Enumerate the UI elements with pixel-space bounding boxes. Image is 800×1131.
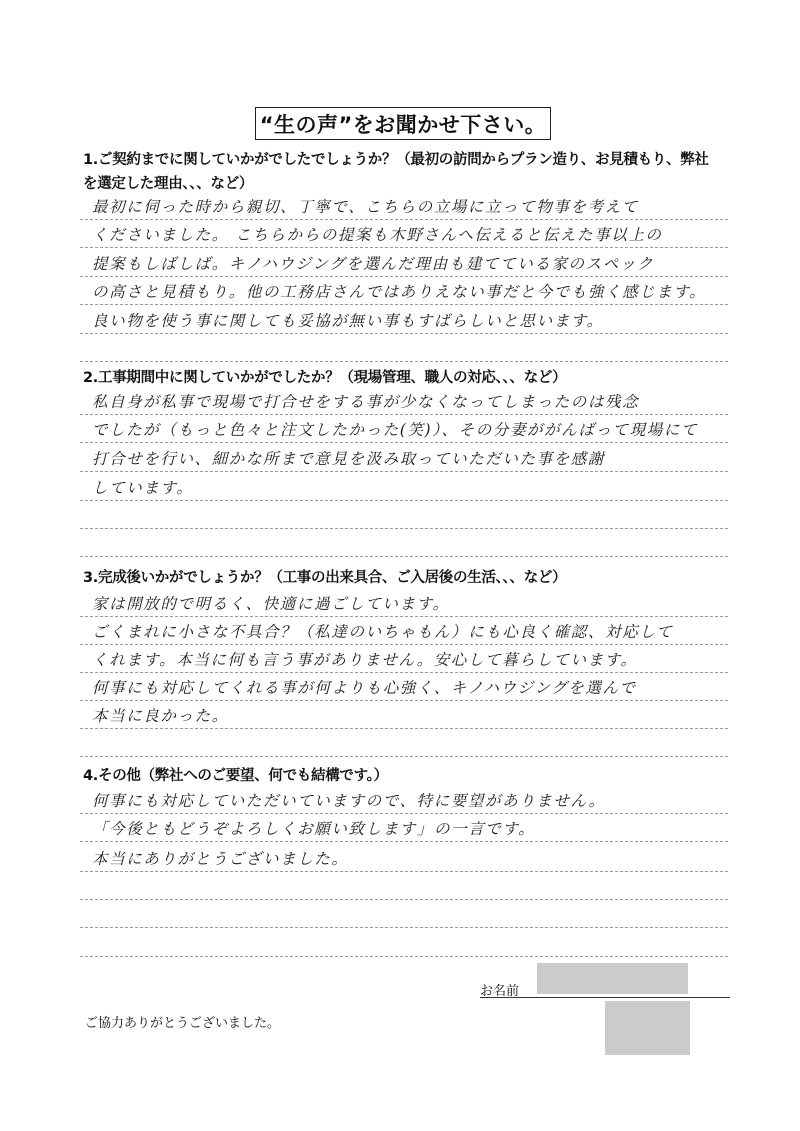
question-4-heading-line1: 4.その他（弊社へのご要望、何でも結構です。）: [83, 768, 388, 784]
writing-rule: [80, 442, 728, 443]
writing-rule: [80, 361, 728, 362]
answer-1-line-2: くださいました。 こちらからの提案も木野さんへ伝えると伝えた事以上の: [92, 226, 663, 244]
answer-1-line-5: 良い物を使う事に関しても妥協が無い事もすばらしいと思います。: [92, 312, 604, 330]
writing-rule: [80, 414, 728, 415]
writing-rule: [80, 528, 728, 529]
answer-4-line-1: 何事にも対応していただいていますので、特に要望がありません。: [92, 792, 606, 810]
answer-3-line-2: ごくまれに小さな不具合？（私達のいちゃもん）にも心良く確認、対応して: [92, 623, 674, 641]
writing-rule: [80, 333, 728, 334]
writing-rule: [80, 471, 728, 472]
writing-rule: [80, 956, 728, 957]
writing-rule: [80, 556, 728, 557]
question-2-heading-line1: 2.工事期間中に関していかがでしたか？（現場管理、職人の対応、、、など）: [83, 370, 567, 386]
answer-3-line-5: 本当に良かった。: [92, 707, 229, 725]
writing-rule: [80, 616, 728, 617]
question-4-heading: [83, 764, 733, 788]
answer-4-line-2: 「今後ともどうぞよろしくお願い致します」の一言です。: [92, 820, 536, 838]
answer-2-line-4: しています。: [92, 479, 194, 497]
writing-rule: [80, 500, 728, 501]
answer-2-line-3: 打合せを行い、細かな所まで意見を汲み取っていただいた事を感謝: [92, 450, 606, 468]
name-underline: [480, 997, 730, 998]
writing-rule: [80, 927, 728, 928]
footer-thanks: ご協力ありがとうございました。: [85, 1016, 281, 1031]
question-3-heading-line1: 3.完成後いかがでしょうか？（工事の出来具合、ご入居後の生活、、、など）: [83, 570, 567, 586]
answer-1-line-3: 提案もしばしば。キノハウジングを選んだ理由も建てている家のスペック: [92, 255, 655, 273]
question-1-heading-line2: を選定した理由、、、など）: [83, 176, 254, 192]
form-title: “生の声”をお聞かせ下さい。: [255, 107, 551, 140]
question-2-heading: [83, 366, 733, 390]
answer-4-line-3: 本当にありがとうございました。: [92, 850, 349, 868]
name-label: お名前: [480, 984, 520, 999]
writing-rule: [80, 247, 728, 248]
writing-rule: [80, 871, 728, 872]
question-3-heading: [83, 566, 733, 590]
writing-rule: [80, 813, 728, 814]
writing-rule: [80, 276, 728, 277]
writing-rule: [80, 219, 728, 220]
question-1-heading: [83, 148, 733, 196]
answer-1-line-1: 最初に伺った時から親切、丁寧で、こちらの立場に立って物事を考えて: [92, 198, 639, 216]
writing-rule: [80, 700, 728, 701]
writing-rule: [80, 672, 728, 673]
writing-rule: [80, 644, 728, 645]
writing-rule: [80, 304, 728, 305]
answer-3-line-1: 家は開放的で明るく、快適に過ごしています。: [92, 595, 450, 613]
writing-rule: [80, 841, 728, 842]
writing-rule: [80, 728, 728, 729]
writing-rule: [80, 899, 728, 900]
answer-3-line-4: 何事にも対応してくれる事が何よりも心強く、キノハウジングを選んで: [92, 679, 637, 697]
redacted-name: [537, 963, 688, 994]
answer-3-line-3: くれます。本当に何も言う事がありません。安心して暮らしています。: [92, 651, 638, 669]
answer-2-line-1: 私自身が私事で現場で打合せをする事が少なくなってしまったのは残念: [92, 393, 640, 411]
redacted-photo: [605, 1001, 690, 1055]
answer-2-line-2: でしたが（もっと色々と注文したかった(笑)）、その分妻ががんばって現場にて: [92, 421, 699, 439]
question-1-heading-line1: 1.ご契約までに関していかがでしたでしょうか？（最初の訪問からプラン造り、お見積もり、弊社: [83, 152, 709, 168]
writing-rule: [80, 756, 728, 757]
answer-1-line-4: の高さと見積もり。他の工務店さんではありえない事だと今でも強く感じます。: [92, 283, 707, 301]
